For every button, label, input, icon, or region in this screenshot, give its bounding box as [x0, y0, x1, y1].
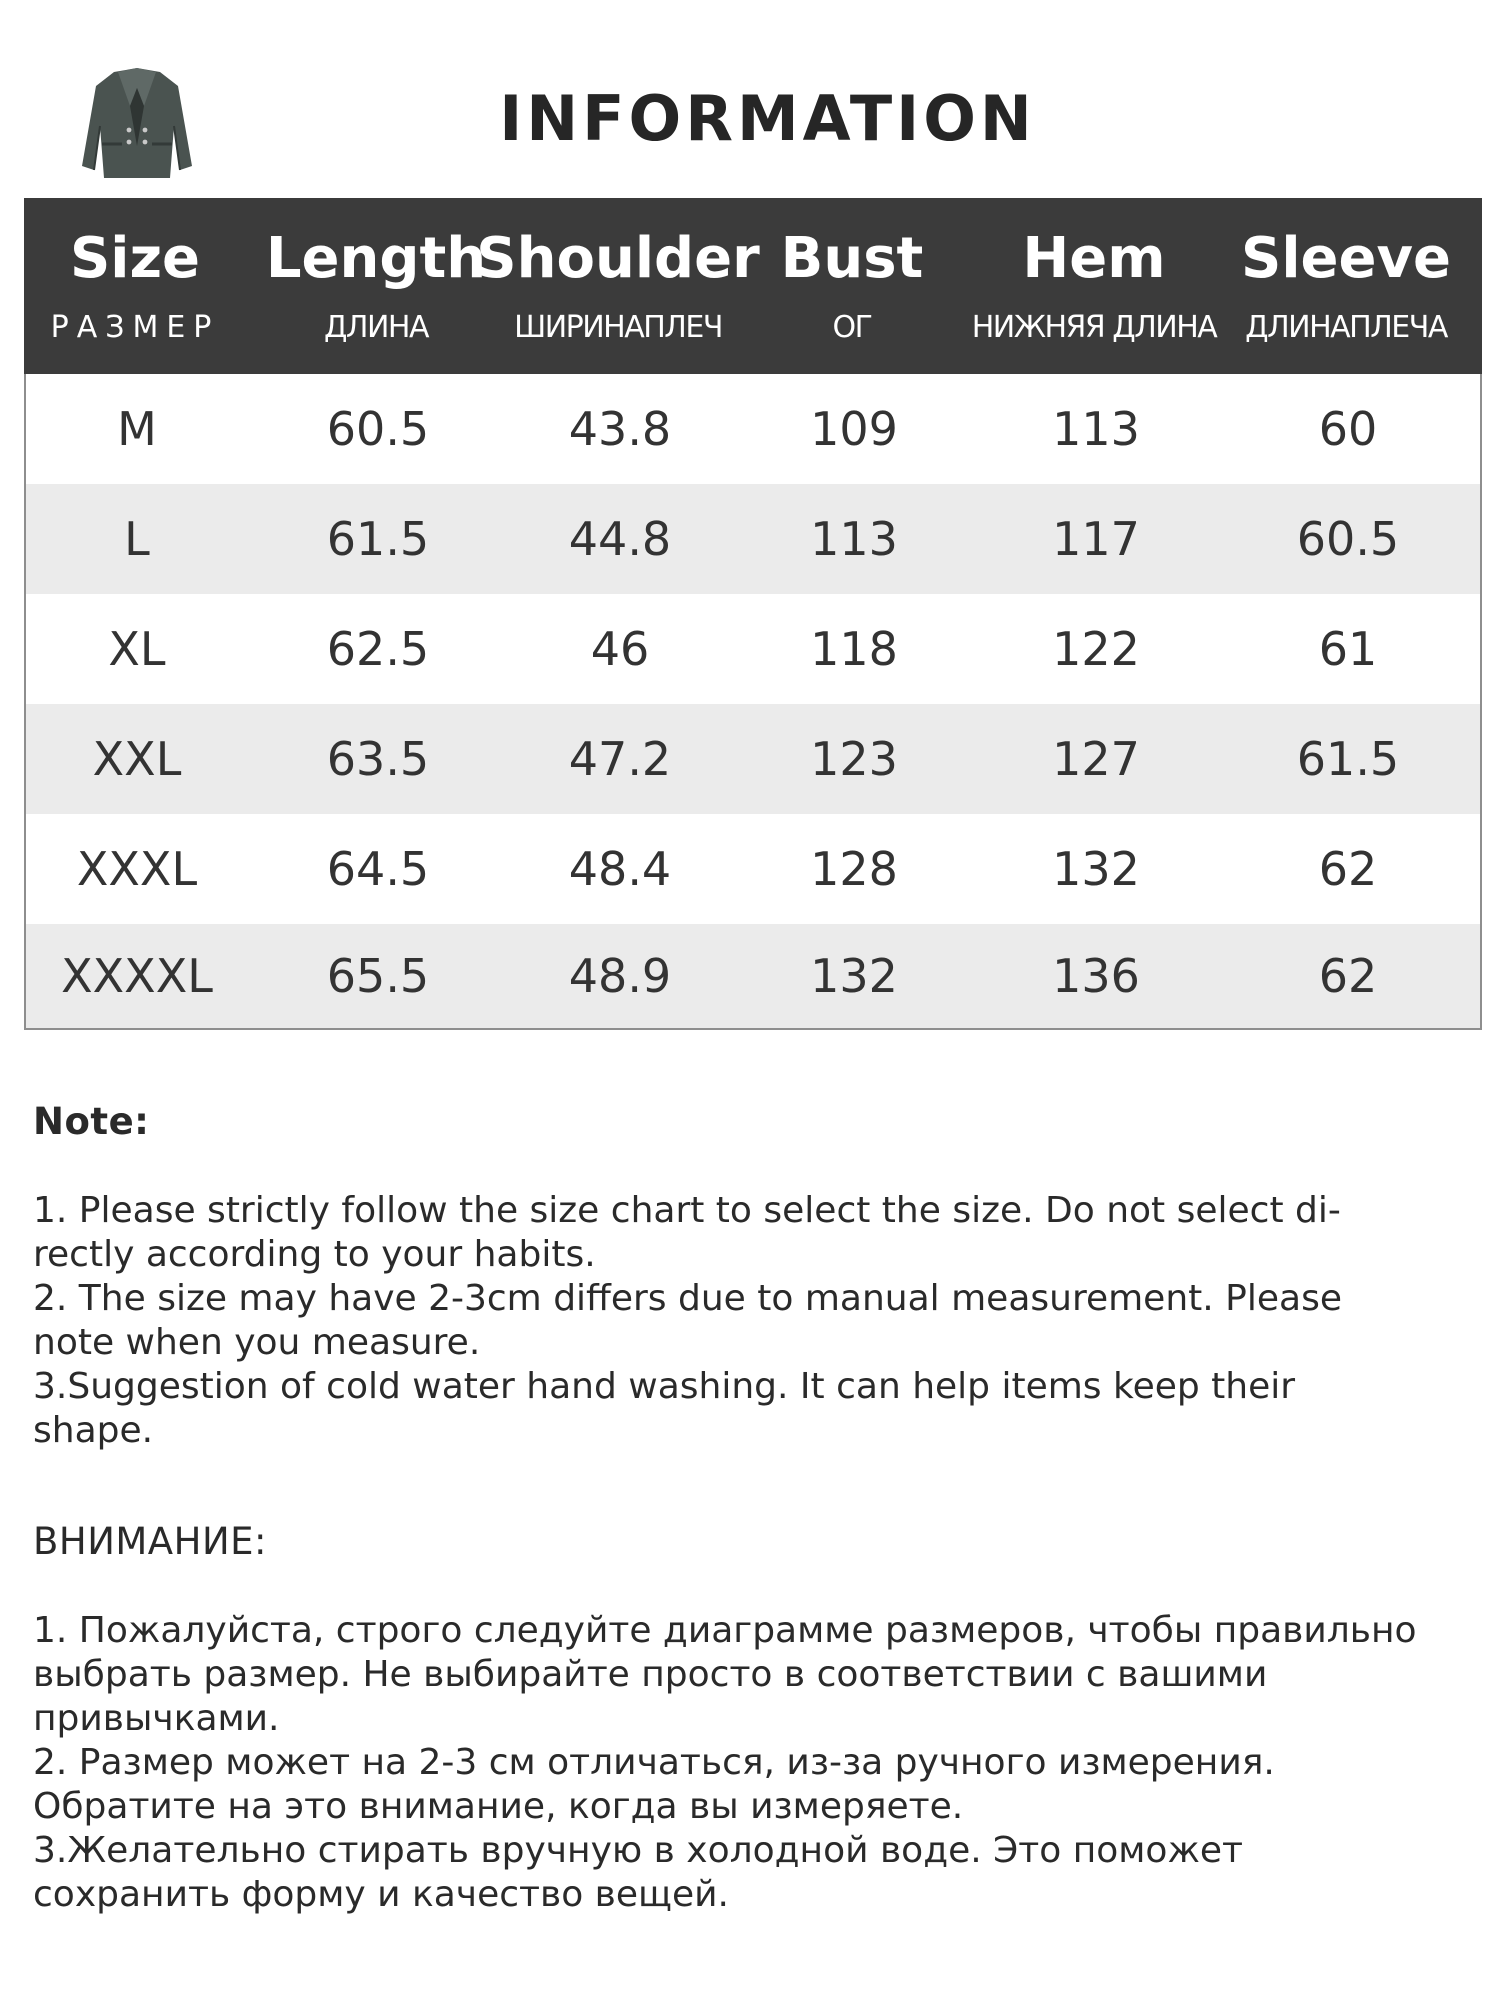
table-cell: XXXL [76, 842, 198, 896]
table-cell: 127 [1052, 732, 1140, 786]
table-cell: 62 [1318, 949, 1378, 1003]
column-title-ru: РАЗМЕР [50, 310, 220, 345]
table-row [26, 374, 1480, 484]
table-cell: 65.5 [326, 949, 430, 1003]
notes-heading: ВНИМАНИЕ: [33, 1520, 267, 1563]
column-title-ru: ШИРИНАПЛЕЧ [514, 310, 722, 345]
table-cell: 46 [590, 622, 650, 676]
table-cell: 132 [810, 949, 898, 1003]
note-line: 1. Пожалуйста, строго следуйте диаграмме размеров, чтобы правильно [33, 1610, 1417, 1651]
table-header [24, 198, 1482, 374]
note-line: Обратите на это внимание, когда вы измеряете. [33, 1786, 964, 1827]
note-line: 2. The size may have 2-3cm differs due to manual measurement. Please [33, 1278, 1342, 1319]
column-header-hem [971, 198, 1217, 374]
table-cell: 63.5 [326, 732, 430, 786]
table-cell: 60.5 [326, 402, 430, 456]
column-header-length [246, 198, 506, 374]
column-header-size [24, 198, 246, 374]
column-title-en: Hem [1022, 226, 1166, 291]
table-cell: 48.9 [568, 949, 672, 1003]
table-row [26, 484, 1480, 594]
table-cell: 62.5 [326, 622, 430, 676]
note-line: 1. Please strictly follow the size chart to select the size. Do not select di- [33, 1190, 1341, 1231]
table-row [26, 594, 1480, 704]
table-cell: 62 [1318, 842, 1378, 896]
column-title-ru: ДЛИНА [323, 310, 429, 345]
note-line: 3.Suggestion of cold water hand washing. It can help items keep their [33, 1366, 1296, 1407]
table-cell: 64.5 [326, 842, 430, 896]
column-header-shoulder [476, 198, 760, 374]
table-cell: 60 [1318, 402, 1378, 456]
table-row [26, 704, 1480, 814]
notes-heading: Note: [33, 1100, 150, 1143]
table-cell: 123 [810, 732, 898, 786]
column-title-en: Size [69, 226, 201, 291]
note-line: rectly according to your habits. [33, 1234, 596, 1275]
column-title-ru: НИЖНЯЯ ДЛИНА [971, 310, 1217, 345]
table-cell: 113 [810, 512, 898, 566]
table-cell: 118 [810, 622, 898, 676]
table-row [26, 924, 1480, 1028]
table-cell: 61.5 [326, 512, 430, 566]
russian-notes [33, 1520, 1473, 1917]
note-line: note when you measure. [33, 1322, 481, 1363]
column-title-ru: ДЛИНАПЛЕЧА [1245, 310, 1447, 345]
table-cell: XXL [92, 732, 182, 786]
column-title-en: Length [265, 226, 487, 291]
page-header [0, 0, 1500, 198]
table-cell: XXXXL [61, 949, 213, 1003]
table-cell: 61.5 [1296, 732, 1400, 786]
table-row [26, 814, 1480, 924]
table-cell: L [124, 512, 150, 566]
table-cell: 132 [1052, 842, 1140, 896]
table-cell: 43.8 [568, 402, 672, 456]
english-notes [33, 1100, 1473, 1453]
column-header-sleeve [1214, 198, 1478, 374]
table-cell: 109 [810, 402, 898, 456]
column-header-bust [730, 198, 974, 374]
table-cell: 128 [810, 842, 898, 896]
table-cell: XL [108, 622, 166, 676]
table-cell: 117 [1052, 512, 1140, 566]
table-cell: 44.8 [568, 512, 672, 566]
note-line: привычками. [33, 1698, 280, 1739]
table-cell: 47.2 [568, 732, 672, 786]
column-title-en: Sleeve [1241, 226, 1451, 291]
note-line: выбрать размер. Не выбирайте просто в соответствии с вашими [33, 1654, 1268, 1695]
column-title-en: Shoulder [476, 226, 760, 291]
table-cell: 122 [1052, 622, 1140, 676]
note-line: shape. [33, 1410, 154, 1451]
table-cell: M [117, 402, 157, 456]
table-cell: 60.5 [1296, 512, 1400, 566]
column-title-en: Bust [780, 226, 924, 291]
note-line: 2. Размер может на 2-3 см отличаться, из-за ручного измерения. [33, 1742, 1275, 1783]
table-cell: 61 [1318, 622, 1378, 676]
table-cell: 48.4 [568, 842, 672, 896]
page-title: INFORMATION [499, 82, 1036, 155]
note-line: сохранить форму и качество вещей. [33, 1874, 729, 1915]
note-line: 3.Желательно стирать вручную в холодной воде. Это поможет [33, 1830, 1243, 1871]
table-cell: 136 [1052, 949, 1140, 1003]
table-cell: 113 [1052, 402, 1140, 456]
size-chart-table [24, 198, 1482, 1030]
column-title-ru: ОГ [832, 310, 872, 345]
